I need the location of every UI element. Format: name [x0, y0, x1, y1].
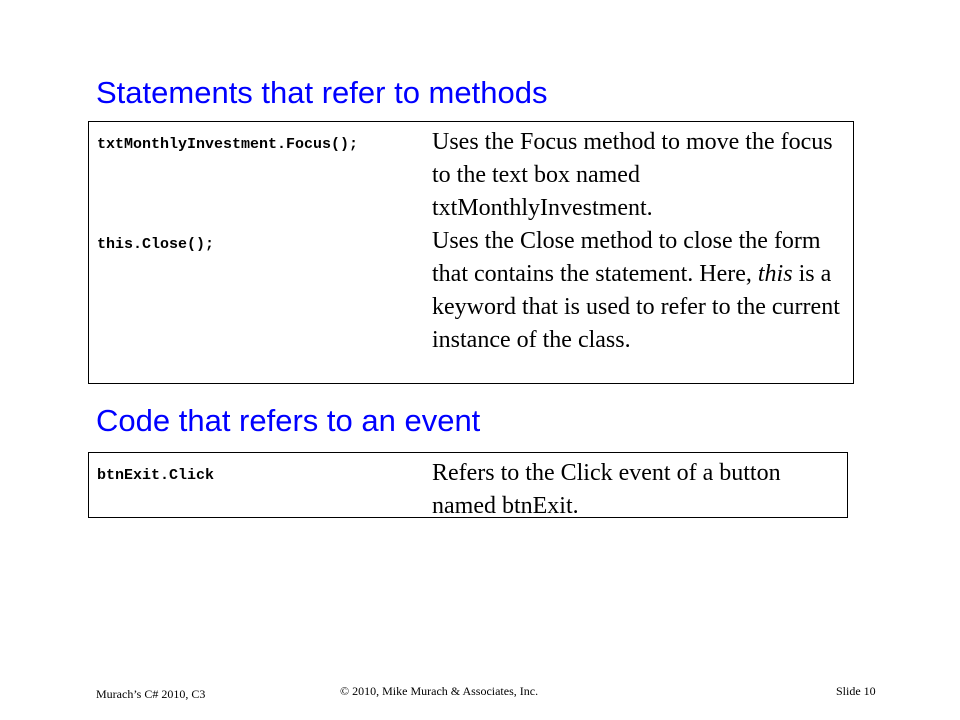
click-event-description: Refers to the Click event of a button named btnExit. [432, 460, 781, 519]
methods-heading: Statements that refer to methods [96, 75, 548, 110]
click-event-code: btnExit.Click [97, 467, 215, 484]
focus-statement-code: txtMonthlyInvestment.Focus(); [97, 136, 359, 153]
close-description-part-2: is a keyword that is used to refer to the current instance of the class. [432, 261, 840, 353]
close-statement-code: this.Close(); [97, 236, 215, 253]
footer-book-title: Murach’s C# 2010, C3 [96, 687, 206, 701]
event-heading: Code that refers to an event [96, 403, 481, 438]
this-keyword: this [757, 261, 793, 287]
footer-copyright: © 2010, Mike Murach & Associates, Inc. [340, 684, 539, 698]
focus-statement-description: Uses the Focus method to move the focus to the text box named txtMonthlyInvestment. [432, 129, 833, 221]
event-table [88, 452, 848, 518]
methods-table [88, 121, 854, 384]
close-statement-description [432, 225, 844, 357]
close-description-part-1: Uses the Close method to close the form that contains the statement. Here, [432, 228, 821, 287]
footer-slide-number: Slide 10 [836, 684, 876, 698]
